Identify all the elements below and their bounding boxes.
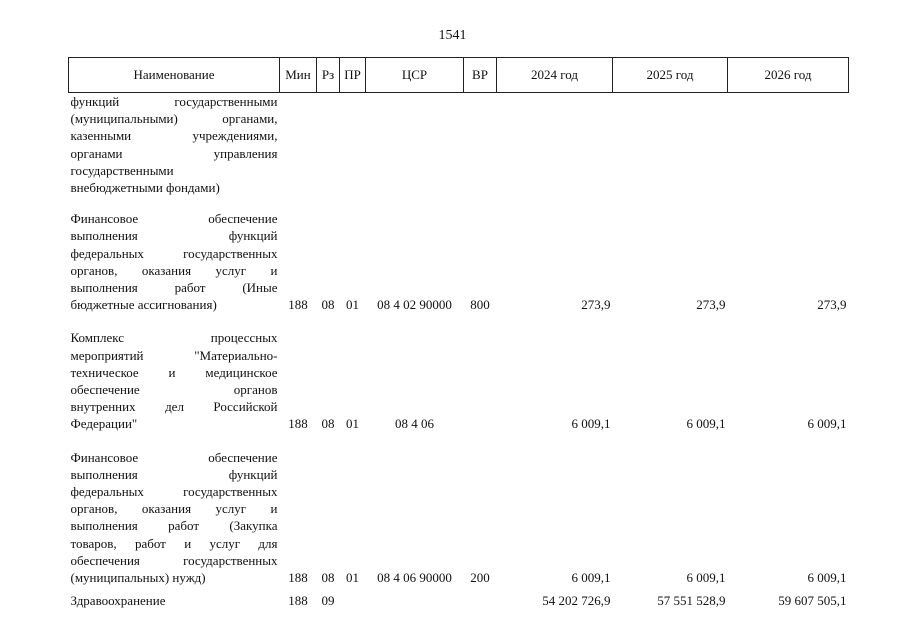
header-pr: ПР bbox=[340, 58, 366, 93]
row-2026: 6 009,1 bbox=[807, 570, 847, 586]
row-vr: 200 bbox=[470, 570, 490, 586]
header-2026: 2026 год bbox=[728, 58, 849, 93]
row-csr: 08 4 06 90000 bbox=[377, 570, 452, 586]
row-name-line: (муниципальными) органами, bbox=[70, 111, 278, 127]
row-csr: 08 4 02 90000 bbox=[377, 297, 452, 313]
row-name-line: внебюджетными фондами) bbox=[70, 180, 220, 196]
row-name-line: федеральных государственных bbox=[70, 484, 278, 500]
header-rz: Рз bbox=[317, 58, 340, 93]
row-name-line: мероприятий "Материально- bbox=[70, 347, 278, 363]
row-2025: 6 009,1 bbox=[686, 570, 726, 586]
row-rz: 08 bbox=[321, 570, 335, 586]
row-2025: 273,9 bbox=[696, 297, 726, 313]
row-2024 bbox=[497, 93, 613, 197]
row-2025: 57 551 528,9 bbox=[657, 593, 726, 609]
row-vr: 800 bbox=[470, 297, 490, 313]
table-row bbox=[69, 433, 849, 587]
row-name-line: функций государственными bbox=[70, 94, 278, 109]
row-rz bbox=[317, 93, 340, 197]
row-name-line: органами управления bbox=[70, 145, 278, 161]
row-name-line: техническое и медицинское bbox=[70, 364, 278, 380]
row-name-line: (муниципальных) нужд) bbox=[70, 570, 206, 586]
header-row bbox=[69, 58, 849, 93]
row-2026: 6 009,1 bbox=[807, 416, 847, 432]
row-min bbox=[280, 93, 317, 197]
row-2024: 6 009,1 bbox=[571, 570, 611, 586]
row-2025: 6 009,1 bbox=[686, 416, 726, 432]
row-min: 188 bbox=[288, 297, 308, 313]
row-2026: 273,9 bbox=[817, 297, 847, 313]
row-csr bbox=[366, 586, 464, 609]
row-pr bbox=[340, 586, 366, 609]
row-rz: 09 bbox=[321, 593, 335, 609]
row-2026 bbox=[728, 93, 849, 197]
row-name-line: Финансовое обеспечение bbox=[70, 449, 278, 465]
row-name bbox=[69, 433, 280, 587]
table-row bbox=[69, 586, 849, 609]
row-csr: 08 4 06 bbox=[395, 416, 434, 432]
row-pr: 01 bbox=[346, 416, 359, 432]
row-name-line: государственными bbox=[70, 162, 174, 178]
row-name-line: бюджетные ассигнования) bbox=[70, 297, 217, 313]
header-2024: 2024 год bbox=[497, 58, 613, 93]
row-name-line: федеральных государственных bbox=[70, 245, 278, 261]
row-name-line: внутренних дел Российской bbox=[70, 399, 278, 415]
row-name bbox=[69, 313, 280, 432]
row-name bbox=[69, 196, 280, 313]
row-name-line: Финансовое обеспечение bbox=[70, 211, 278, 227]
table-row bbox=[69, 93, 849, 197]
row-pr: 01 bbox=[346, 297, 359, 313]
header-min: Мин bbox=[280, 58, 317, 93]
row-vr bbox=[464, 93, 497, 197]
row-min: 188 bbox=[288, 416, 308, 432]
row-name-line: товаров, работ и услуг для bbox=[70, 535, 278, 551]
row-csr bbox=[366, 93, 464, 197]
row-name bbox=[69, 93, 280, 197]
header-2025: 2025 год bbox=[613, 58, 728, 93]
row-vr bbox=[464, 313, 497, 432]
row-name-line: выполнения работ (Иные bbox=[70, 280, 278, 296]
budget-table bbox=[68, 57, 849, 609]
row-name-line: Здравоохранение bbox=[70, 593, 166, 609]
row-2026: 59 607 505,1 bbox=[778, 593, 847, 609]
row-name-line: обеспечения государственных bbox=[70, 552, 278, 568]
row-2024: 273,9 bbox=[581, 297, 611, 313]
row-2025 bbox=[613, 93, 728, 197]
header-name: Наименование bbox=[69, 58, 280, 93]
row-vr bbox=[464, 586, 497, 609]
page-number: 1541 bbox=[438, 28, 467, 43]
table-row bbox=[69, 313, 849, 432]
table-row bbox=[69, 196, 849, 313]
row-min: 188 bbox=[288, 593, 308, 609]
row-name-line: выполнения функций bbox=[70, 466, 278, 482]
row-name-line: обеспечение органов bbox=[70, 382, 278, 398]
row-name-line: выполнения работ (Закупка bbox=[70, 518, 278, 534]
header-vr: ВР bbox=[464, 58, 497, 93]
row-name-line: органов, оказания услуг и bbox=[70, 501, 278, 517]
row-2024: 6 009,1 bbox=[571, 416, 611, 432]
row-name-line: Комплекс процессных bbox=[70, 330, 278, 346]
row-pr: 01 bbox=[346, 570, 359, 586]
row-rz: 08 bbox=[321, 297, 335, 313]
row-name-line: органов, оказания услуг и bbox=[70, 262, 278, 278]
row-pr bbox=[340, 93, 366, 197]
row-min: 188 bbox=[288, 570, 308, 586]
row-2024: 54 202 726,9 bbox=[542, 593, 611, 609]
row-name-line: казенными учреждениями, bbox=[70, 128, 278, 144]
row-name bbox=[69, 586, 280, 609]
table-body bbox=[69, 93, 849, 610]
row-name-line: Федерации" bbox=[70, 416, 138, 432]
row-name-line: выполнения функций bbox=[70, 228, 278, 244]
header-csr: ЦСР bbox=[366, 58, 464, 93]
row-rz: 08 bbox=[321, 416, 335, 432]
